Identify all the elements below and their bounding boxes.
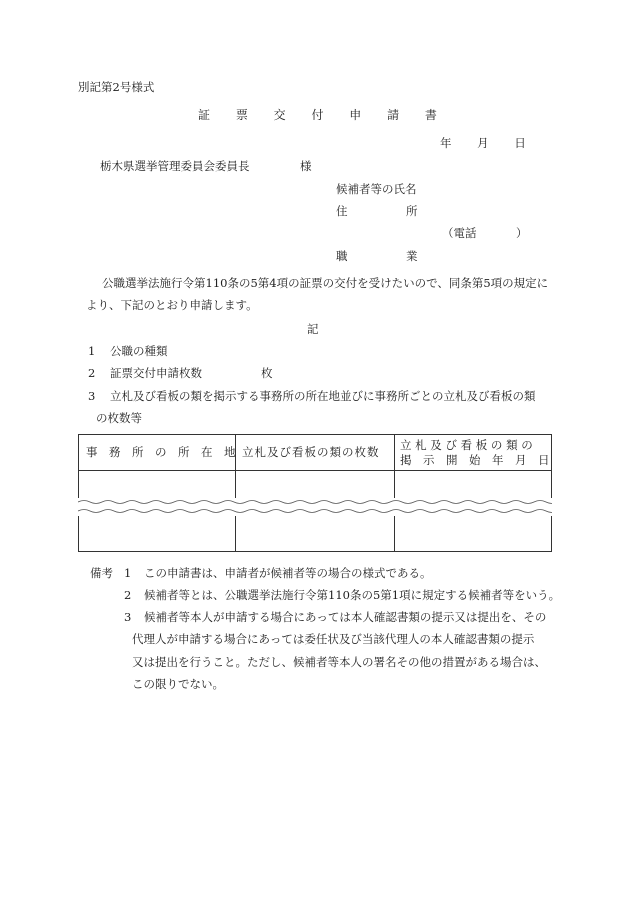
occupation-label-char-2: 業 xyxy=(406,249,418,263)
table-header-location: 事 務 所 の 所 在 地 xyxy=(86,445,236,459)
applicant-address-label xyxy=(336,206,436,218)
remarks-label: 備考 xyxy=(90,566,113,580)
remarks-note-3-line-4: この限りでない。 xyxy=(132,677,224,691)
remarks-note-2 xyxy=(124,590,560,602)
item-3 xyxy=(88,391,536,403)
table-header-divider xyxy=(78,470,552,471)
item-text: 立札及び看板の類を掲示する事務所の所在地並びに事務所ごとの立札及び看板の類 xyxy=(110,389,536,403)
date-month: 月 xyxy=(477,136,489,150)
table-break-mark xyxy=(78,498,552,516)
address-label-char-2: 所 xyxy=(406,204,418,218)
table-border-bottom xyxy=(78,551,552,552)
body-paragraph-line-1: 公職選挙法施行令第110条の5第4項の証票の交付を受けたいので、同条第5項の規定に xyxy=(102,276,549,290)
remarks-note-3-line-2: 代理人が申請する場合にあっては委任状及び当該代理人の本人確認書類の提示 xyxy=(132,632,535,646)
occupation-label-char-1: 職 xyxy=(336,249,348,263)
item-number: 1 xyxy=(88,344,96,358)
remarks-note-number: 1 xyxy=(124,566,132,580)
date-year: 年 xyxy=(440,136,452,150)
table-border-left xyxy=(78,434,79,552)
body-paragraph-line-2: より、下記のとおり申請します。 xyxy=(86,298,258,312)
item-2-unit: 枚 xyxy=(261,366,273,380)
table-header-start-date-line-1: 立 札 及 び 看 板 の 類 の xyxy=(400,438,533,452)
address-label-char-1: 住 xyxy=(336,204,348,218)
remarks-note-3 xyxy=(124,612,546,624)
applicant-name-label: 候補者等の氏名 xyxy=(336,182,417,196)
table-header-sign-count: 立札及び看板の類の枚数 xyxy=(242,445,380,459)
remarks-note-number: 3 xyxy=(124,610,132,624)
remarks-note-3-line-3: 又は提出を行うこと。ただし、候補者等本人の署名その他の措置がある場合は、 xyxy=(132,655,546,669)
date-line xyxy=(440,138,526,150)
table-border-top xyxy=(78,434,552,435)
ki-heading: 記 xyxy=(307,322,319,336)
document-title: 証 票 交 付 申 請 書 xyxy=(198,108,448,122)
addressee: 栃木県選挙管理委員会委員長 xyxy=(100,159,250,173)
item-text: 証票交付申請枚数 xyxy=(110,366,202,380)
office-sign-table xyxy=(78,434,552,552)
remarks-note-1 xyxy=(90,568,432,580)
date-day: 日 xyxy=(514,136,526,150)
phone-label: （電話 xyxy=(442,226,477,240)
item-text: 公職の種類 xyxy=(110,344,168,358)
item-number: 2 xyxy=(88,366,96,380)
table-col-divider-2 xyxy=(394,434,395,552)
honorific: 様 xyxy=(300,159,312,173)
remarks-note-text: 候補者等とは、公職選挙法施行令第110条の5第1項に規定する候補者等をいう。 xyxy=(144,588,561,602)
item-3-continuation: の枚数等 xyxy=(96,411,142,425)
phone-close-paren: ） xyxy=(516,226,528,240)
item-number: 3 xyxy=(88,389,96,403)
applicant-occupation-label xyxy=(336,251,436,263)
item-1 xyxy=(88,346,168,358)
table-border-right xyxy=(551,434,552,552)
item-2 xyxy=(88,368,202,380)
table-header-start-date-line-2: 掲 示 開 始 年 月 日 xyxy=(400,453,550,467)
remarks-note-text: この申請書は、申請者が候補者等の場合の様式である。 xyxy=(144,566,432,580)
remarks-note-number: 2 xyxy=(124,588,132,602)
form-number: 別記第2号様式 xyxy=(78,80,155,94)
remarks-note-text: 候補者等本人が申請する場合にあっては本人確認書類の提示又は提出を、その xyxy=(144,610,547,624)
